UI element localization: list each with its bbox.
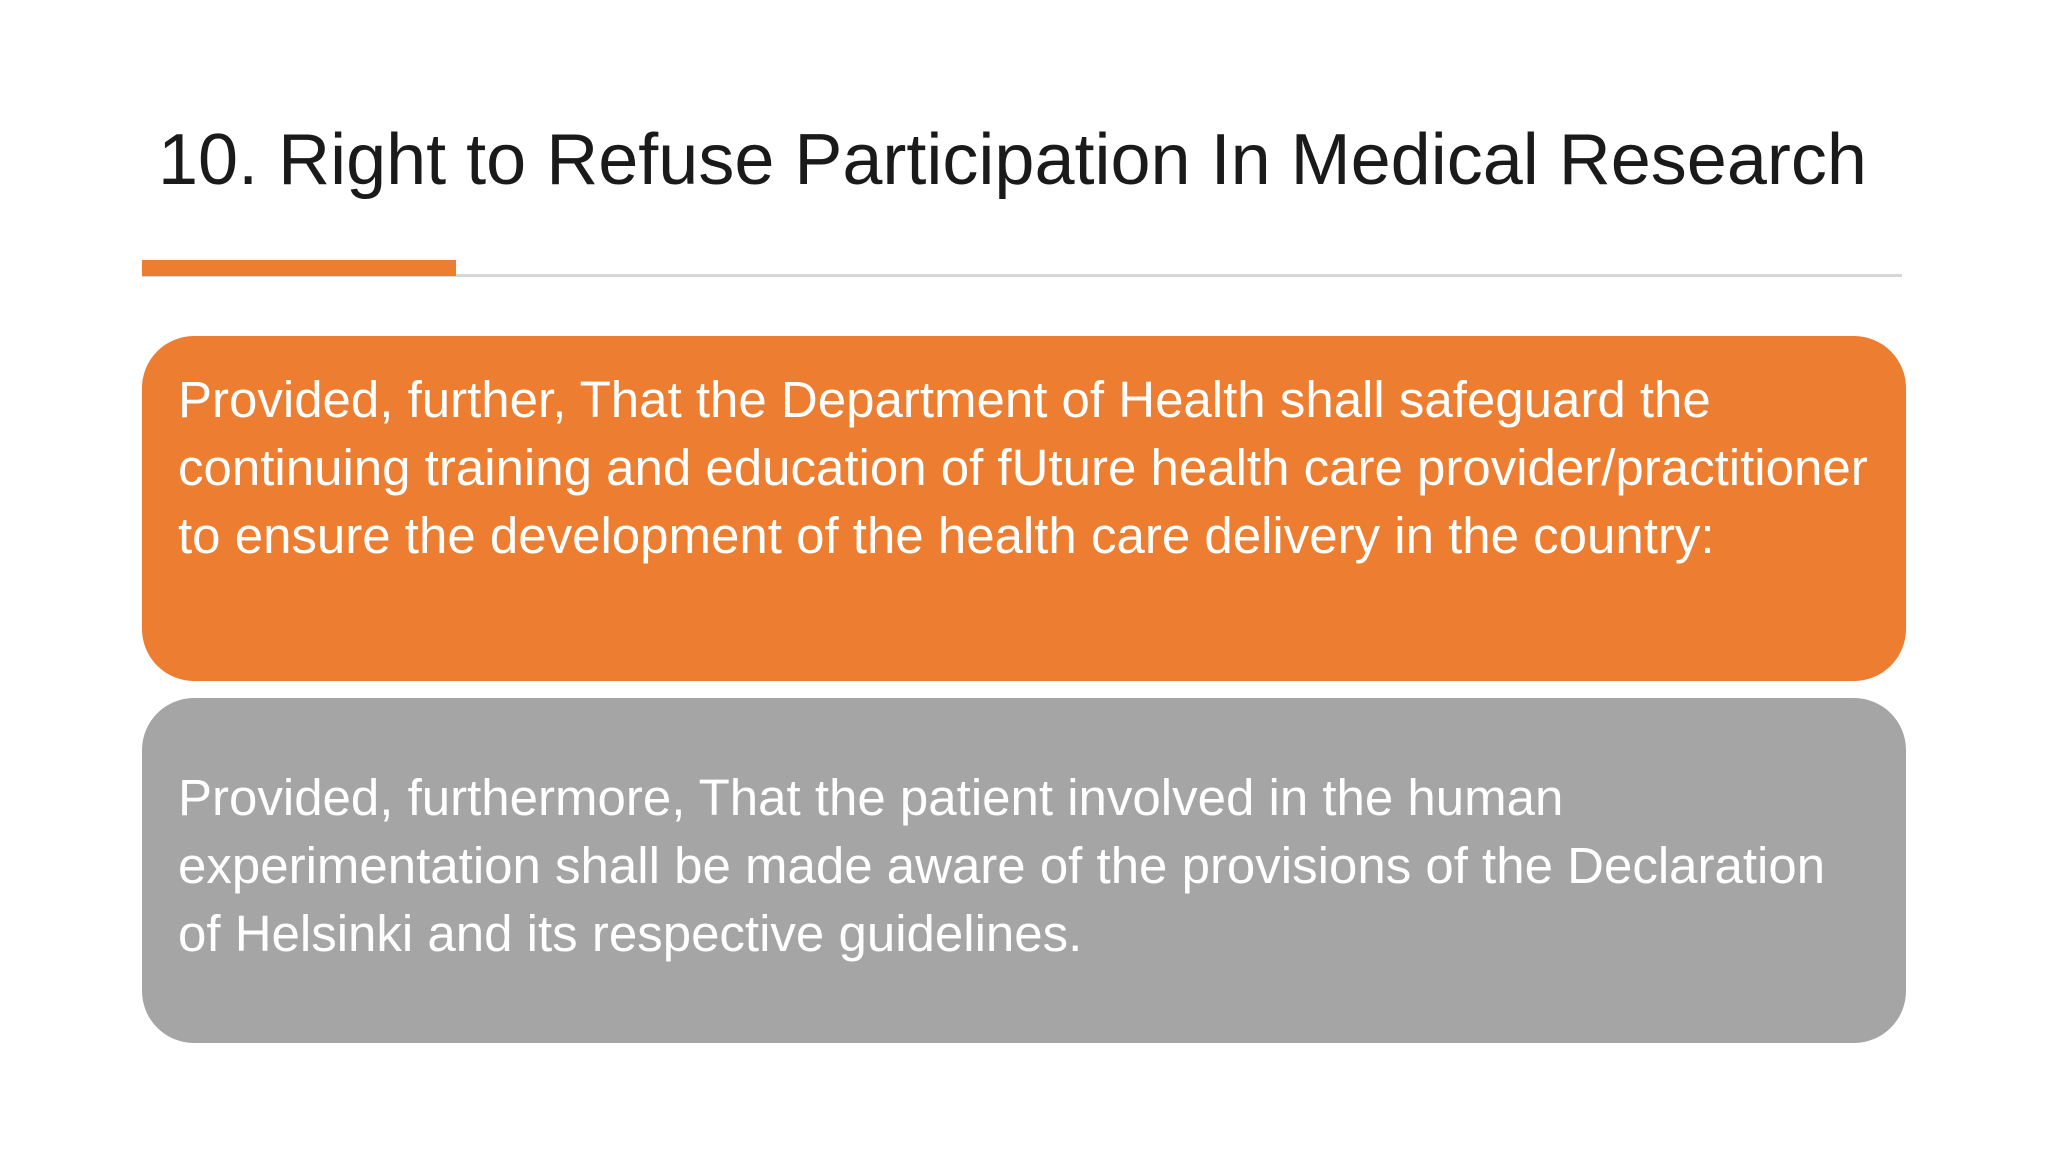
content-box-orange [142, 336, 1906, 681]
title-accent-bar [142, 260, 456, 276]
content-box-gray-text: Provided, furthermore, That the patient involved in the human experimentation shall be made aware of the provisions of the Declaration of Helsinki and its respective guidelines. [178, 769, 1826, 962]
slide-title: 10. Right to Refuse Participation In Medical Research [158, 120, 1867, 200]
content-box-orange-text: Provided, further, That the Department of Health shall safeguard the continuing training and education of fUture health care provider/practitioner to ensure the development of the health care delivery in the country: [178, 371, 1868, 564]
content-box-gray [142, 698, 1906, 1043]
